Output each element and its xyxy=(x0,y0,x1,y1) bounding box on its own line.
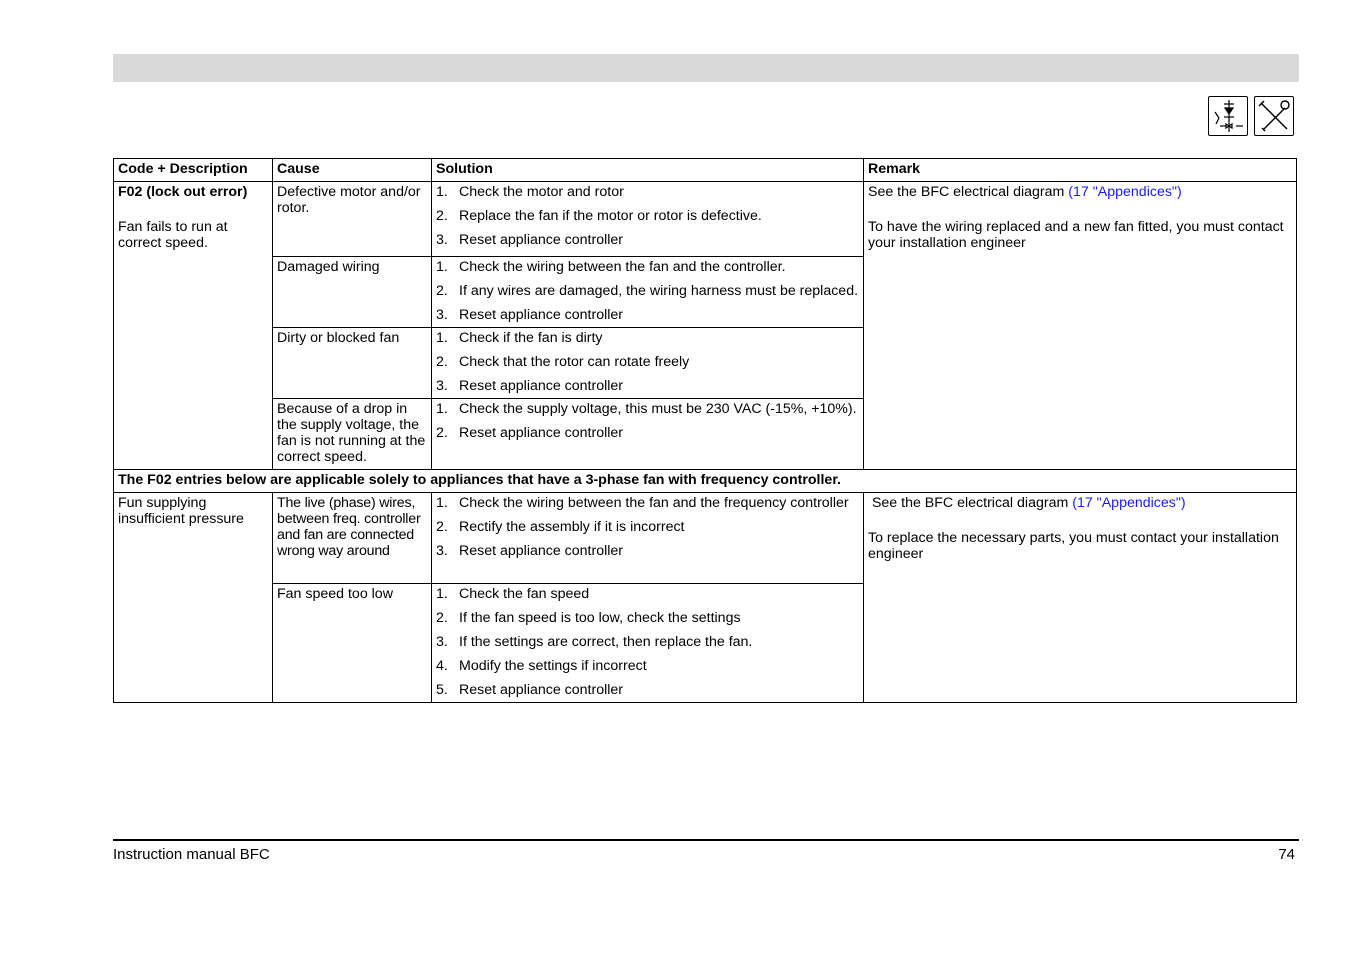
list-item: 3. Reset appliance controller xyxy=(436,307,624,323)
note-cell: The F02 entries below are applicable solely to appliances that have a 3-phase fan with frequency controller. xyxy=(114,470,1297,493)
list-item: 2. If the fan speed is too low, check the settings xyxy=(436,610,741,626)
list-item: 2. If any wires are damaged, the wiring harness must be replaced. xyxy=(436,283,859,299)
list-item: 3. Reset appliance controller xyxy=(436,378,624,394)
list-item: 3. Reset appliance controller xyxy=(436,543,624,559)
cause-cell: Fan speed too low xyxy=(273,584,432,703)
header-bar xyxy=(113,54,1299,82)
page-number: 74 xyxy=(1278,846,1295,863)
remark-cell: See the BFC electrical diagram (17 "Appendices") To have the wiring replaced and a new fan fitted, you must contact your installation engineer xyxy=(864,182,1297,470)
remark-text: To replace the necessary parts, you must contact your installation engineer xyxy=(868,530,1279,562)
tools-icon xyxy=(1254,96,1294,136)
remark-cell: See the BFC electrical diagram (17 "Appendices") To replace the necessary parts, you must contact your installation engineer xyxy=(864,493,1297,703)
code-cell: Fun supplying insufficient pressure xyxy=(114,493,273,703)
cause-cell: Dirty or blocked fan xyxy=(273,328,432,399)
col-header-remark: Remark xyxy=(864,159,1297,182)
solution-cell xyxy=(432,399,864,470)
list-item: 1. Check if the fan is dirty xyxy=(436,330,603,346)
cause-cell: Damaged wiring xyxy=(273,257,432,328)
footer-title: Instruction manual BFC xyxy=(113,846,270,863)
solution-cell xyxy=(432,584,864,703)
list-item: 2. Rectify the assembly if it is incorrect xyxy=(436,519,685,535)
error-code: F02 (lock out error) xyxy=(118,184,248,200)
list-item: 5. Reset appliance controller xyxy=(436,682,624,698)
solution-cell xyxy=(432,493,864,584)
footer-divider xyxy=(113,839,1299,841)
solution-cell xyxy=(432,328,864,399)
list-item: 1. Check the motor and rotor xyxy=(436,184,624,200)
list-item: 3. Reset appliance controller xyxy=(436,232,624,248)
list-item: 1. Check the fan speed xyxy=(436,586,590,602)
appendices-link[interactable]: (17 "Appendices") xyxy=(1072,495,1186,511)
list-item: 4. Modify the settings if incorrect xyxy=(436,658,647,674)
list-item: 1. Check the wiring between the fan and the controller. xyxy=(436,259,786,275)
list-item: 2. Replace the fan if the motor or rotor is defective. xyxy=(436,208,762,224)
cause-cell: Because of a drop in the supply voltage, the fan is not running at the correct speed. xyxy=(273,399,432,470)
solution-cell xyxy=(432,182,864,257)
col-header-code: Code + Description xyxy=(114,159,273,182)
table-row xyxy=(114,182,1297,257)
valve-schematic-icon xyxy=(1208,96,1248,136)
cause-cell: The live (phase) wires, between freq. controller and fan are connected wrong way around xyxy=(273,493,432,584)
header-icons xyxy=(1208,96,1294,138)
list-item: 1. Check the wiring between the fan and the frequency controller xyxy=(436,495,849,511)
table-row xyxy=(114,493,1297,584)
remark-text: To have the wiring replaced and a new fan fitted, you must contact your installation engineer xyxy=(868,219,1284,251)
solution-cell xyxy=(432,257,864,328)
table-row-note xyxy=(114,470,1297,493)
list-item: 2. Check that the rotor can rotate freely xyxy=(436,354,690,370)
table-header-row xyxy=(114,159,1297,182)
list-item: 2. Reset appliance controller xyxy=(436,425,624,441)
col-header-cause: Cause xyxy=(273,159,432,182)
cause-cell: Defective motor and/or rotor. xyxy=(273,182,432,257)
list-item: 1. Check the supply voltage, this must be 230 VAC (-15%, +10%). xyxy=(436,401,857,417)
error-description: Fan fails to run at correct speed. xyxy=(118,219,228,251)
appendices-link[interactable]: (17 "Appendices") xyxy=(1068,184,1182,200)
code-cell xyxy=(114,182,273,470)
list-item: 3. If the settings are correct, then replace the fan. xyxy=(436,634,753,650)
col-header-solution: Solution xyxy=(432,159,864,182)
fault-table xyxy=(113,158,1297,703)
